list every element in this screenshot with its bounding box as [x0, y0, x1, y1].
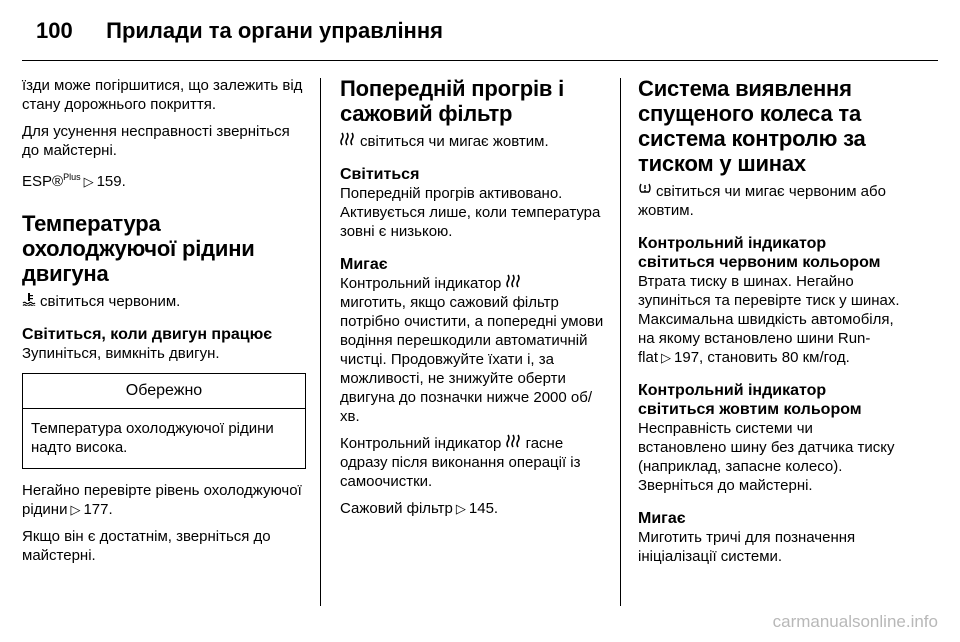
column-2 [340, 76, 606, 526]
warning-title: Обережно [23, 374, 305, 409]
section-title: Система виявлення спущеного колеса та система контролю за тиском у шинах [638, 76, 866, 176]
page-ref-icon: ▷ [455, 501, 466, 516]
warning-box [22, 373, 306, 469]
subsection-title: Мигає [340, 256, 388, 273]
page-ref-icon: ▷ [83, 174, 94, 189]
paragraph: Контрольний індикатор гасне одразу після виконання операції із самоочистки. [340, 435, 581, 490]
page-link[interactable]: 177. [83, 501, 113, 518]
column-1 [22, 76, 306, 573]
page-link[interactable]: 197, становить [674, 349, 778, 366]
page-link[interactable]: 159. [96, 173, 126, 190]
section-title: Температура охолоджуючої рідини двигуна [22, 211, 255, 286]
watermark: carmanualsonline.info [772, 612, 938, 631]
column-divider [620, 78, 621, 606]
page-header [36, 18, 443, 44]
paragraph: Попередній прогрів активовано. Активується лише, коли температура зовні є низькою. [340, 185, 601, 240]
indicator-line: світиться чи мигає жовтим. [340, 132, 606, 151]
warning-body: Температура охолоджуючої рідини надто висока. [31, 420, 274, 456]
tyre-pressure-icon [638, 182, 652, 201]
glow-plug-icon [506, 434, 522, 453]
paragraph: Якщо він є достатнім, зверніться до майстерні. [22, 528, 271, 564]
glow-plug-icon [506, 274, 522, 293]
column-divider [320, 78, 321, 606]
subsection-title: Контрольний індикатор світиться жовтим кольором [638, 382, 862, 418]
paragraph: їзди може погіршитися, що залежить від стану дорожнього покриття. [22, 77, 303, 113]
subsection-title: Мигає [638, 510, 686, 527]
page-ref-icon: ▷ [661, 350, 672, 365]
paragraph: миготить, якщо сажовий фільтр потрібно очистити, а попередні умови водіння перешкодили автоматичній чистці. Продовжуйте їхати і, за можливості, не знижуйте оберти двигуна до позначки нижче 2000 об/хв. [340, 294, 604, 425]
coolant-temperature-icon [22, 292, 36, 311]
paragraph: Контрольний індикатор [340, 274, 606, 293]
indicator-line: світиться чи мигає червоним або жовтим. [638, 183, 886, 219]
subsection-title: Контрольний індикатор світиться червоним кольором [638, 235, 881, 271]
paragraph: Миготить тричі для позначення ініціалізації системи. [638, 529, 856, 565]
page-ref-icon: ▷ [70, 502, 81, 517]
page-number: 100 [36, 18, 73, 43]
paragraph: Негайно перевірте рівень охолоджуючої рідини ▷ 177. [22, 482, 302, 518]
glow-plug-icon [340, 132, 356, 151]
esp-reference: ESP®$^{Plus}$ ▷ 159. [22, 172, 126, 190]
column-3 [638, 76, 902, 574]
subsection-title: Світиться, коли двигун працює [22, 326, 273, 343]
paragraph: Сажовий фільтр ▷ 145. [340, 500, 499, 517]
paragraph: Зупиніться, вимкніть двигун. [22, 345, 220, 362]
page-link[interactable]: 145. [468, 500, 499, 517]
section-title: Попередній прогрів і сажовий фільтр [340, 76, 565, 126]
header-rule [22, 60, 938, 61]
paragraph: Втрата тиску в шинах. Негайно зупиніться та перевірте тиск у шинах. Максимальна швидкість автомобіля, на якому встановлено шини Run-flat ▷ 197, становить 80 км/год. [638, 273, 900, 366]
indicator-line: світиться червоним. [22, 292, 306, 311]
paragraph: Несправність системи чи встановлено шину без датчика тиску (наприклад, запасне колесо). Зверніться до майстерні. [638, 420, 895, 494]
subsection-title: Світиться [340, 166, 420, 183]
page-title: Прилади та органи управління [106, 18, 443, 43]
paragraph: Для усунення несправності зверніться до майстерні. [22, 123, 290, 159]
